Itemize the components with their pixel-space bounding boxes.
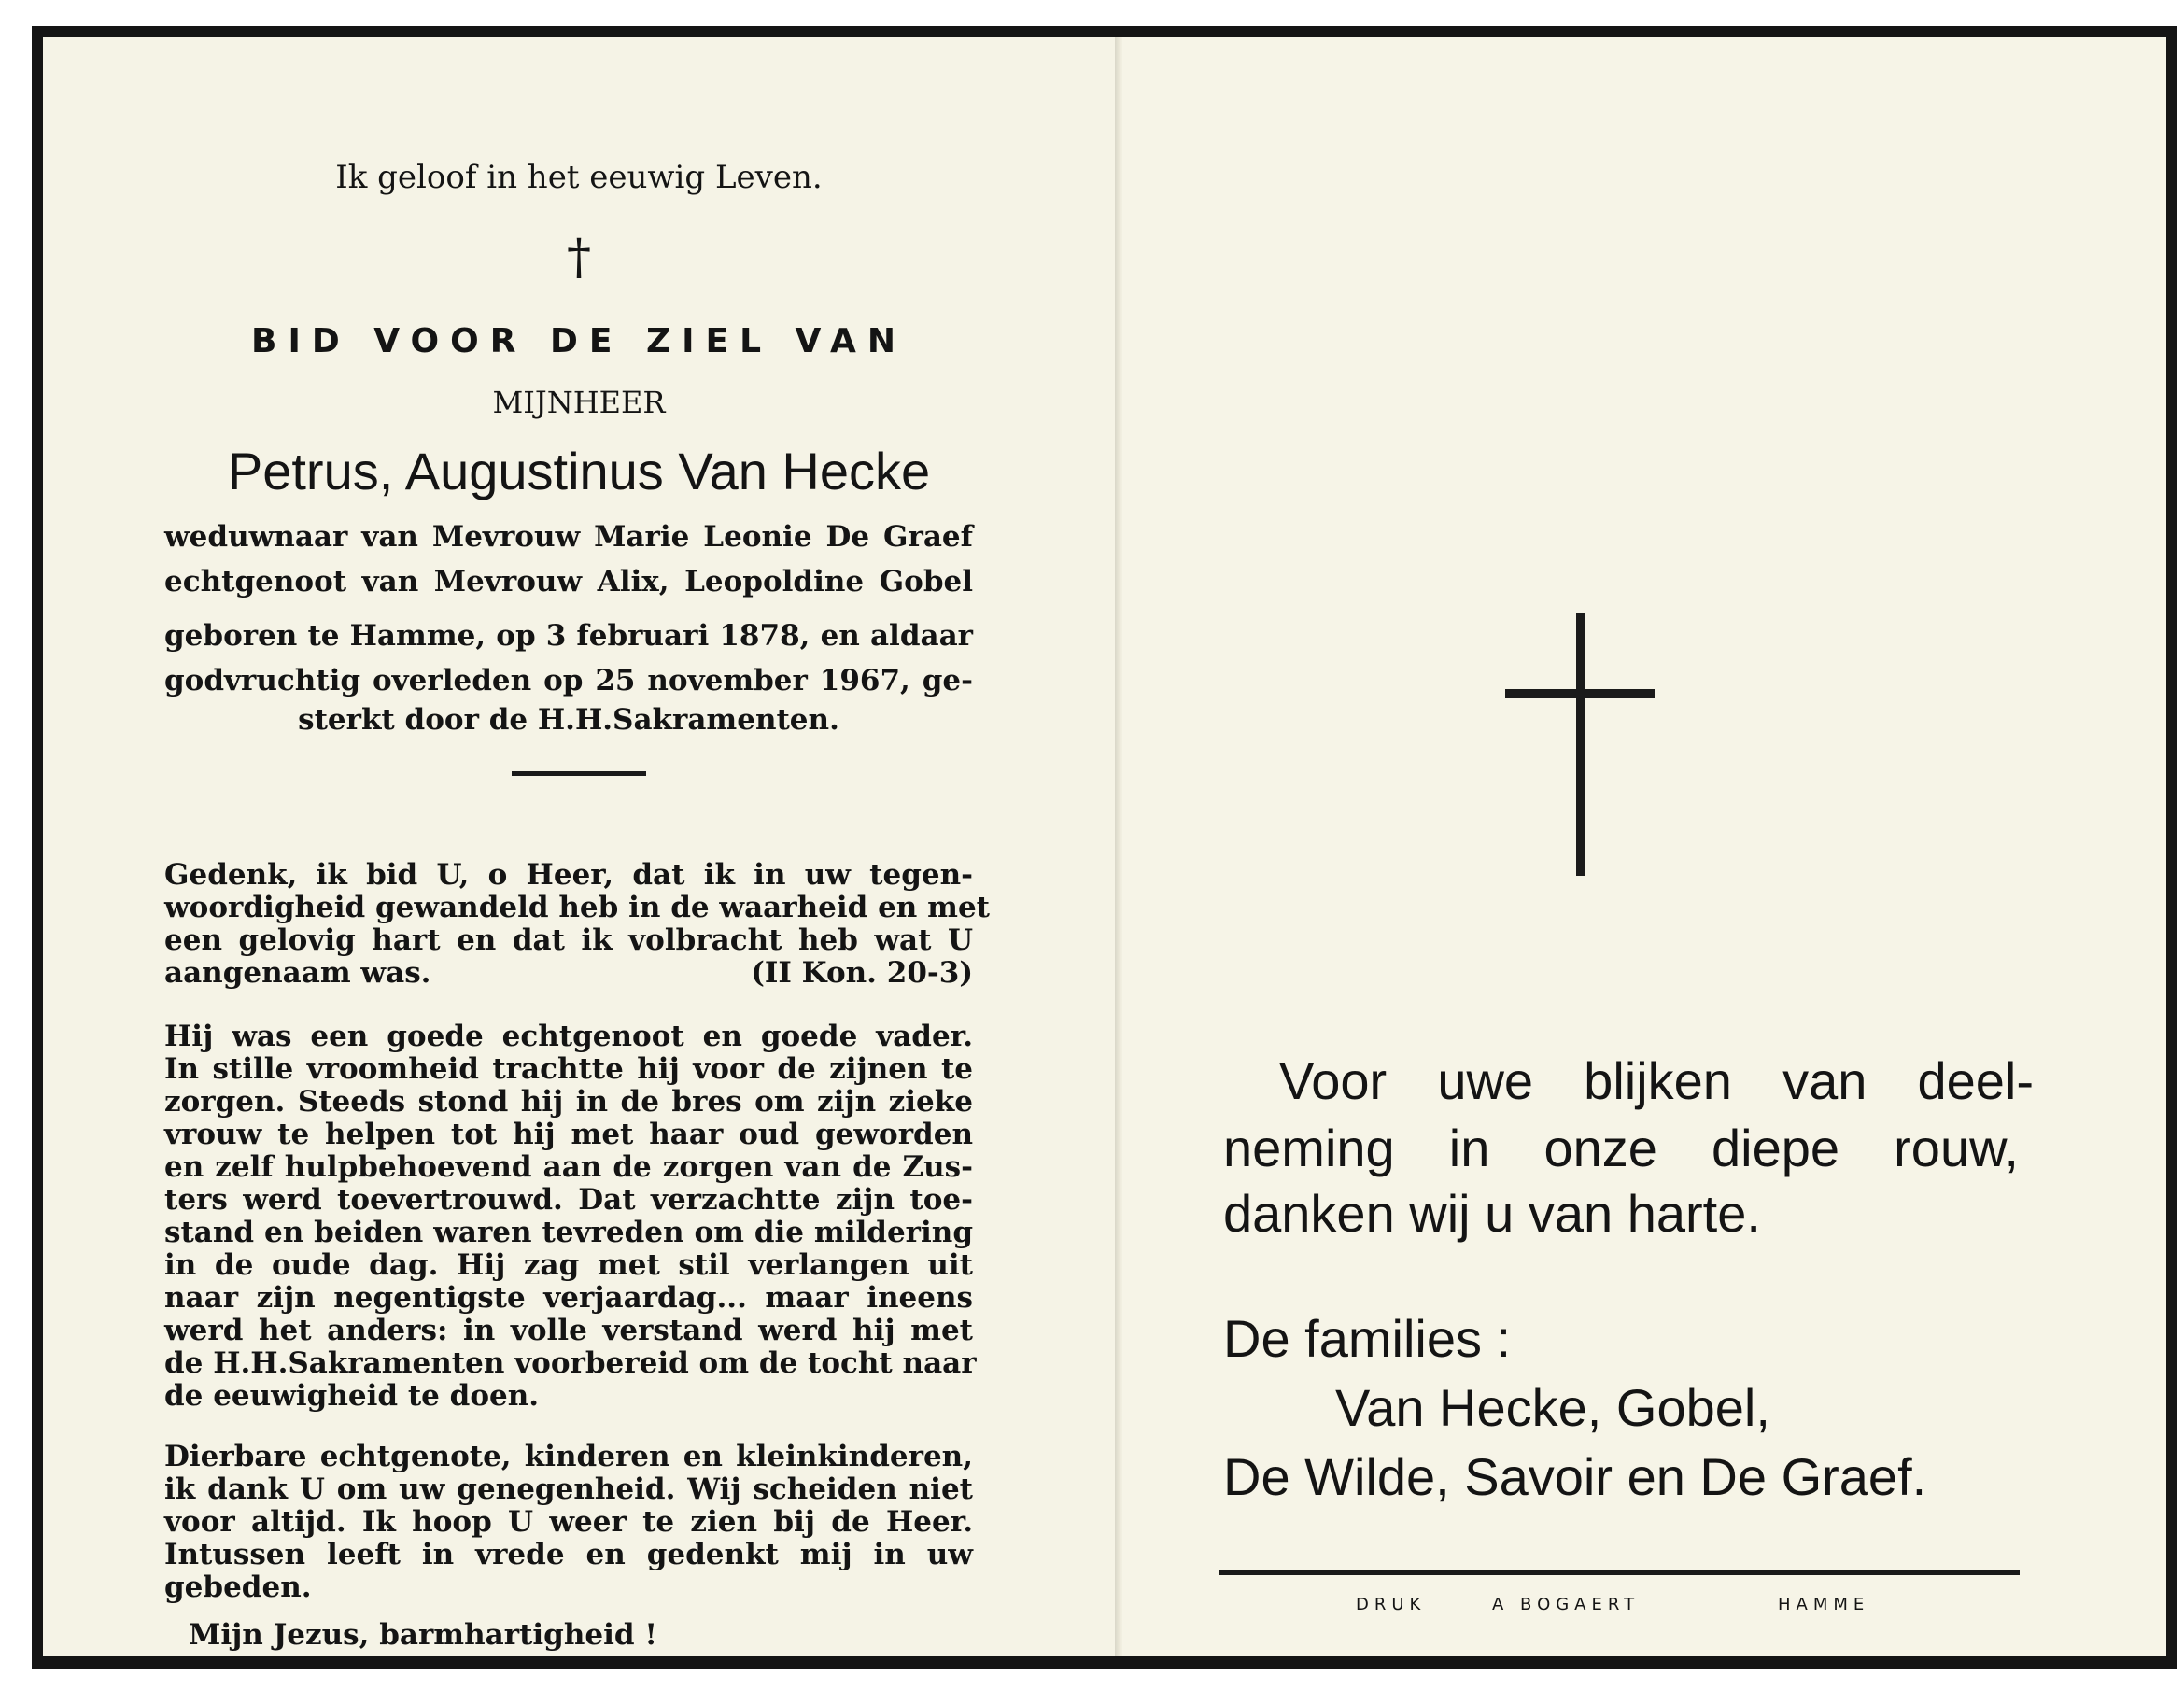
prayer-last-line: aangenaam was. [164, 956, 431, 990]
paragraph-line: Dierbare echtgenote, kinderen en kleinkinderen, [164, 1440, 973, 1473]
bio-line: geboren te Hamme, op 3 februari 1878, en aldaar [164, 619, 973, 653]
bio-line: echtgenoot van Mevrouw Alix, Leopoldine Gobel [164, 565, 973, 599]
cross-icon [1505, 689, 1655, 698]
prayer-line: Gedenk, ik bid U, o Heer, dat ik in uw tegen- [164, 858, 973, 892]
printer-city: HAMME [1778, 1595, 1870, 1614]
paragraph-line: In stille vroomheid trachtte hij voor de zijnen te [164, 1052, 973, 1086]
printer-label: DRUK [1356, 1595, 1427, 1614]
printer-name: A BOGAERT [1492, 1595, 1641, 1614]
cross-icon [1576, 613, 1585, 876]
thanks-line: neming in onze diepe rouw, [1223, 1119, 2019, 1177]
closing-prayer: Mijn Jezus, barmhartigheid ! [189, 1618, 657, 1652]
paragraph-line: ik dank U om uw genegenheid. Wij scheiden niet [164, 1472, 973, 1506]
bio-line: godvruchtig overleden op 25 november 1967, ge- [164, 664, 973, 697]
prayer-line [164, 957, 973, 989]
thanks-line: Voor uwe blijken van deel- [1279, 1051, 2034, 1110]
paragraph-line: zorgen. Steeds stond hij in de bres om zijn zieke [164, 1085, 973, 1119]
honorific: MIJNHEER [492, 385, 666, 420]
paragraph-line: gebeden. [164, 1570, 312, 1604]
bio-line: weduwnaar van Mevrouw Marie Leonie De Graef [164, 520, 973, 554]
paragraph-line: Hij was een goede echtgenoot en goede vader. [164, 1020, 973, 1053]
paragraph-line: en zelf hulpbehoevend aan de zorgen van de Zus- [164, 1150, 973, 1184]
paragraph-line: de H.H.Sakramenten voorbereid om de tocht naar [164, 1346, 977, 1380]
footer-divider [1219, 1570, 2020, 1575]
cross-icon: † [567, 230, 591, 286]
paragraph-line: de eeuwigheid te doen. [164, 1379, 540, 1413]
paragraph-line: in de oude dag. Hij zag met stil verlangen uit [164, 1248, 973, 1282]
prayer-line: woordigheid gewandeld heb in de waarheid en met [164, 891, 990, 924]
family-names: De Wilde, Savoir en De Graef. [1223, 1447, 1927, 1506]
motto: Ik geloof in het eeuwig Leven. [335, 159, 823, 196]
paragraph-line: ters werd toevertrouwd. Dat verzachtte zijn toe- [164, 1183, 973, 1217]
divider [512, 771, 646, 776]
thanks-line: danken wij u van harte. [1223, 1184, 1761, 1243]
heading: BID VOOR DE ZIEL VAN [251, 322, 907, 360]
family-names: Van Hecke, Gobel, [1335, 1378, 1770, 1437]
deceased-name: Petrus, Augustinus Van Hecke [227, 442, 931, 500]
paragraph-line: vrouw te helpen tot hij met haar oud geworden [164, 1118, 973, 1151]
page-fold [1115, 37, 1122, 1656]
paragraph-line: naar zijn negentigste verjaardag... maar ineens [164, 1281, 973, 1315]
paragraph-line: stand en beiden waren tevreden om die mildering [164, 1216, 973, 1249]
paragraph-line: Intussen leeft in vrede en gedenkt mij in uw [164, 1538, 973, 1571]
paragraph-line: werd het anders: in volle verstand werd hij met [164, 1314, 973, 1347]
paragraph-line: voor altijd. Ik hoop U weer te zien bij de Heer. [164, 1505, 973, 1539]
prayer-line: een gelovig hart en dat ik volbracht heb wat U [164, 923, 973, 957]
families-label: De families : [1223, 1309, 1512, 1368]
left-page [43, 37, 1115, 1656]
bio-line: sterkt door de H.H.Sakramenten. [298, 703, 839, 737]
scripture-reference: (II Kon. 20-3) [751, 956, 973, 990]
